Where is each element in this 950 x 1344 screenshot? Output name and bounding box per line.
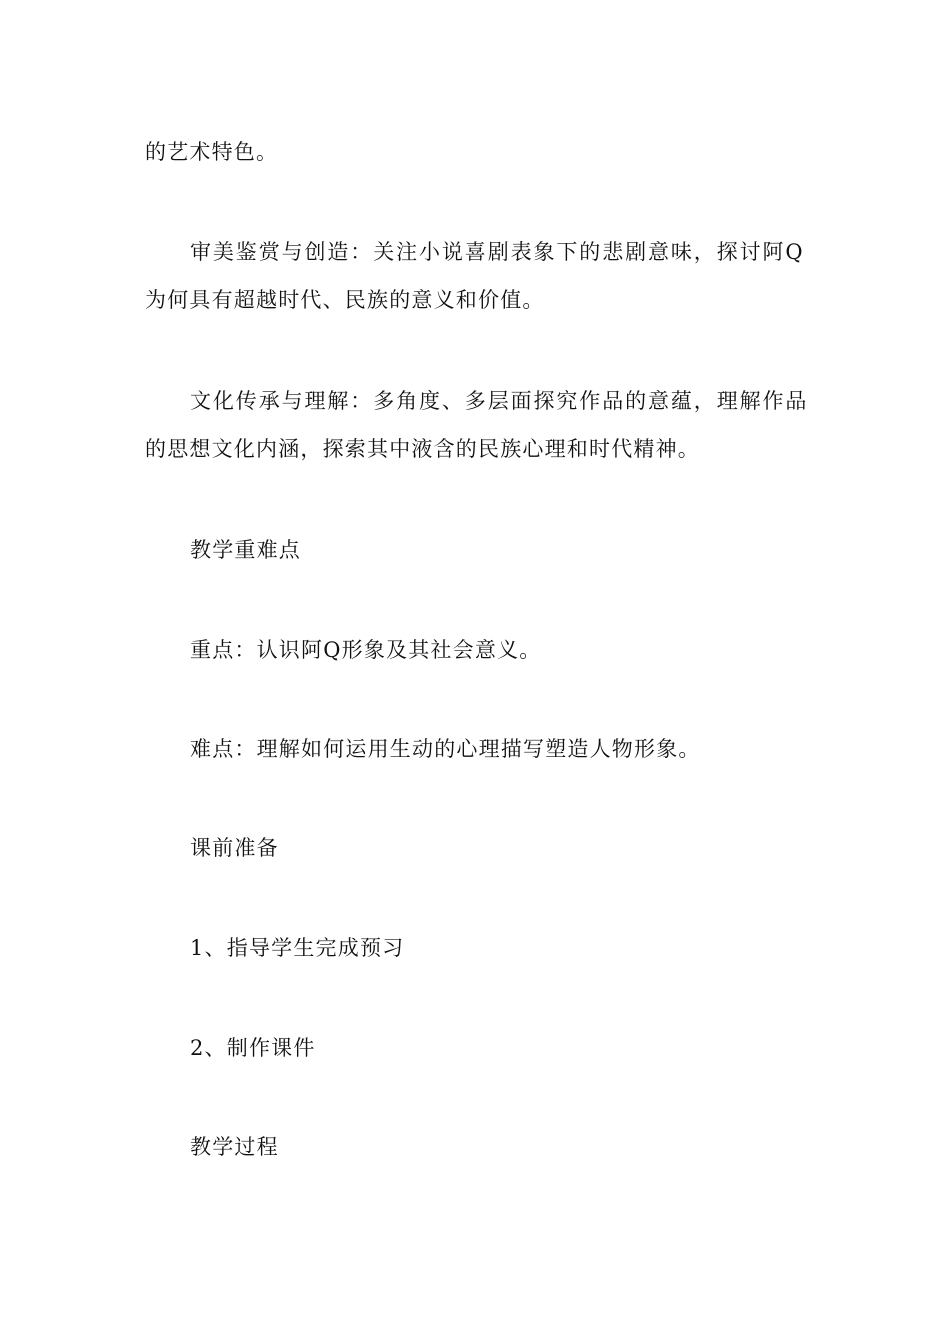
paragraph-aesthetic-appreciation-line-1: 审美鉴赏与创造：关注小说喜剧表象下的悲剧意味，探讨阿Q: [190, 240, 805, 264]
list-item-preview-guidance: 1、指导学生完成预习: [190, 936, 405, 960]
paragraph-cultural-heritage-line-2: 的思想文化内涵，探索其中液含的民族心理和时代精神。: [145, 437, 700, 461]
paragraph-key-point: 重点：认识阿Q形象及其社会意义。: [190, 638, 542, 662]
paragraph-art-feature-continuation: 的艺术特色。: [145, 140, 279, 164]
list-item-make-courseware: 2、制作课件: [190, 1036, 316, 1060]
heading-teaching-process: 教学过程: [190, 1135, 279, 1159]
heading-key-difficult-points: 教学重难点: [190, 538, 301, 562]
paragraph-aesthetic-appreciation-line-2: 为何具有超越时代、民族的意义和价值。: [145, 288, 545, 312]
heading-pre-class-preparation: 课前准备: [190, 836, 279, 860]
paragraph-cultural-heritage-line-1: 文化传承与理解：多角度、多层面探究作品的意蕴，理解作品: [190, 389, 809, 413]
paragraph-difficult-point: 难点：理解如何运用生动的心理描写塑造人物形象。: [190, 737, 701, 761]
